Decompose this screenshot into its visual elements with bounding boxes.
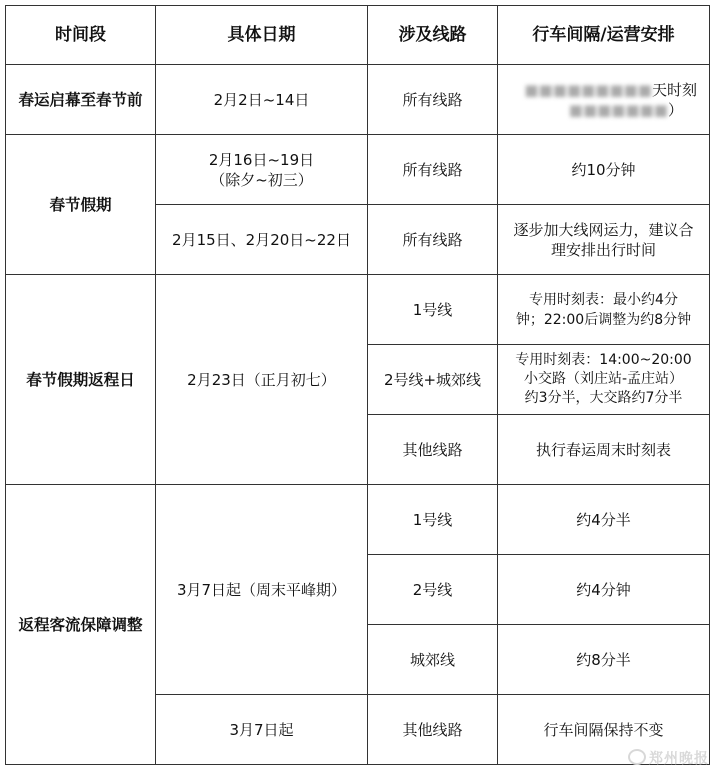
lines-cell: 所有线路	[368, 65, 498, 135]
lines-cell: 1号线	[368, 485, 498, 555]
schedule-text-1: 天时刻	[651, 80, 697, 99]
table-row	[6, 65, 710, 135]
schedule-line-2: 小交路（刘庄站-孟庄站）	[523, 371, 684, 387]
header-date: 具体日期	[156, 6, 368, 65]
date-line-1: 2月16日~19日	[208, 150, 315, 169]
date-cell: 3月7日起	[156, 695, 368, 765]
schedule-cell	[498, 345, 710, 415]
date-cell	[156, 135, 368, 205]
period-cell: 春节假期	[6, 135, 156, 275]
schedule-line-3: 约3分半，大交路约7分半	[524, 390, 683, 406]
table-row	[6, 275, 710, 345]
header-lines: 涉及线路	[368, 6, 498, 65]
schedule-line-1: 专用时刻表：最小约4分	[529, 291, 678, 308]
weibo-icon	[628, 749, 646, 765]
period-cell: 春节假期返程日	[6, 275, 156, 485]
blurred-text: ■■■■■■■	[568, 100, 668, 119]
period-cell: 返程客流保障调整	[6, 485, 156, 765]
date-line-2: （除夕~初三）	[210, 170, 313, 189]
schedule-line-1: 逐步加大线网运力，建议合	[513, 220, 694, 239]
lines-cell: 所有线路	[368, 205, 498, 275]
table-row	[6, 485, 710, 555]
header-row	[6, 6, 710, 65]
date-cell: 2月2日~14日	[156, 65, 368, 135]
date-cell: 3月7日起（周末平峰期）	[156, 485, 368, 695]
schedule-cell: 约4分半	[498, 485, 710, 555]
date-cell: 2月15日、2月20日~22日	[156, 205, 368, 275]
schedule-cell	[498, 275, 710, 345]
schedule-cell: 约4分钟	[498, 555, 710, 625]
table-row	[6, 135, 710, 205]
lines-cell: 城郊线	[368, 625, 498, 695]
lines-cell: 其他线路	[368, 415, 498, 485]
watermark-text: 郑州晚报	[649, 751, 709, 767]
header-schedule: 行车间隔/运营安排	[498, 6, 710, 65]
schedule-cell	[498, 205, 710, 275]
lines-cell: 1号线	[368, 275, 498, 345]
schedule-text-2: ）	[667, 100, 683, 119]
schedule-cell: 约10分钟	[498, 135, 710, 205]
period-cell: 春运启幕至春节前	[6, 65, 156, 135]
schedule-line-2: 钟；22:00后调整为约8分钟	[515, 311, 692, 328]
date-cell: 2月23日（正月初七）	[156, 275, 368, 485]
schedule-cell: 行车间隔保持不变	[498, 695, 710, 765]
lines-cell: 所有线路	[368, 135, 498, 205]
blurred-text: ■■■■■■■■■	[524, 80, 652, 99]
lines-cell: 2号线+城郊线	[368, 345, 498, 415]
schedule-cell: 执行春运周末时刻表	[498, 415, 710, 485]
schedule-line-2: 理安排出行时间	[550, 240, 656, 259]
header-period: 时间段	[6, 6, 156, 65]
schedule-cell: 约8分半	[498, 625, 710, 695]
schedule-table	[5, 5, 710, 765]
watermark	[628, 748, 709, 768]
schedule-cell	[498, 65, 710, 135]
schedule-line-1: 专用时刻表：14:00~20:00	[515, 352, 692, 368]
lines-cell: 其他线路	[368, 695, 498, 765]
lines-cell: 2号线	[368, 555, 498, 625]
